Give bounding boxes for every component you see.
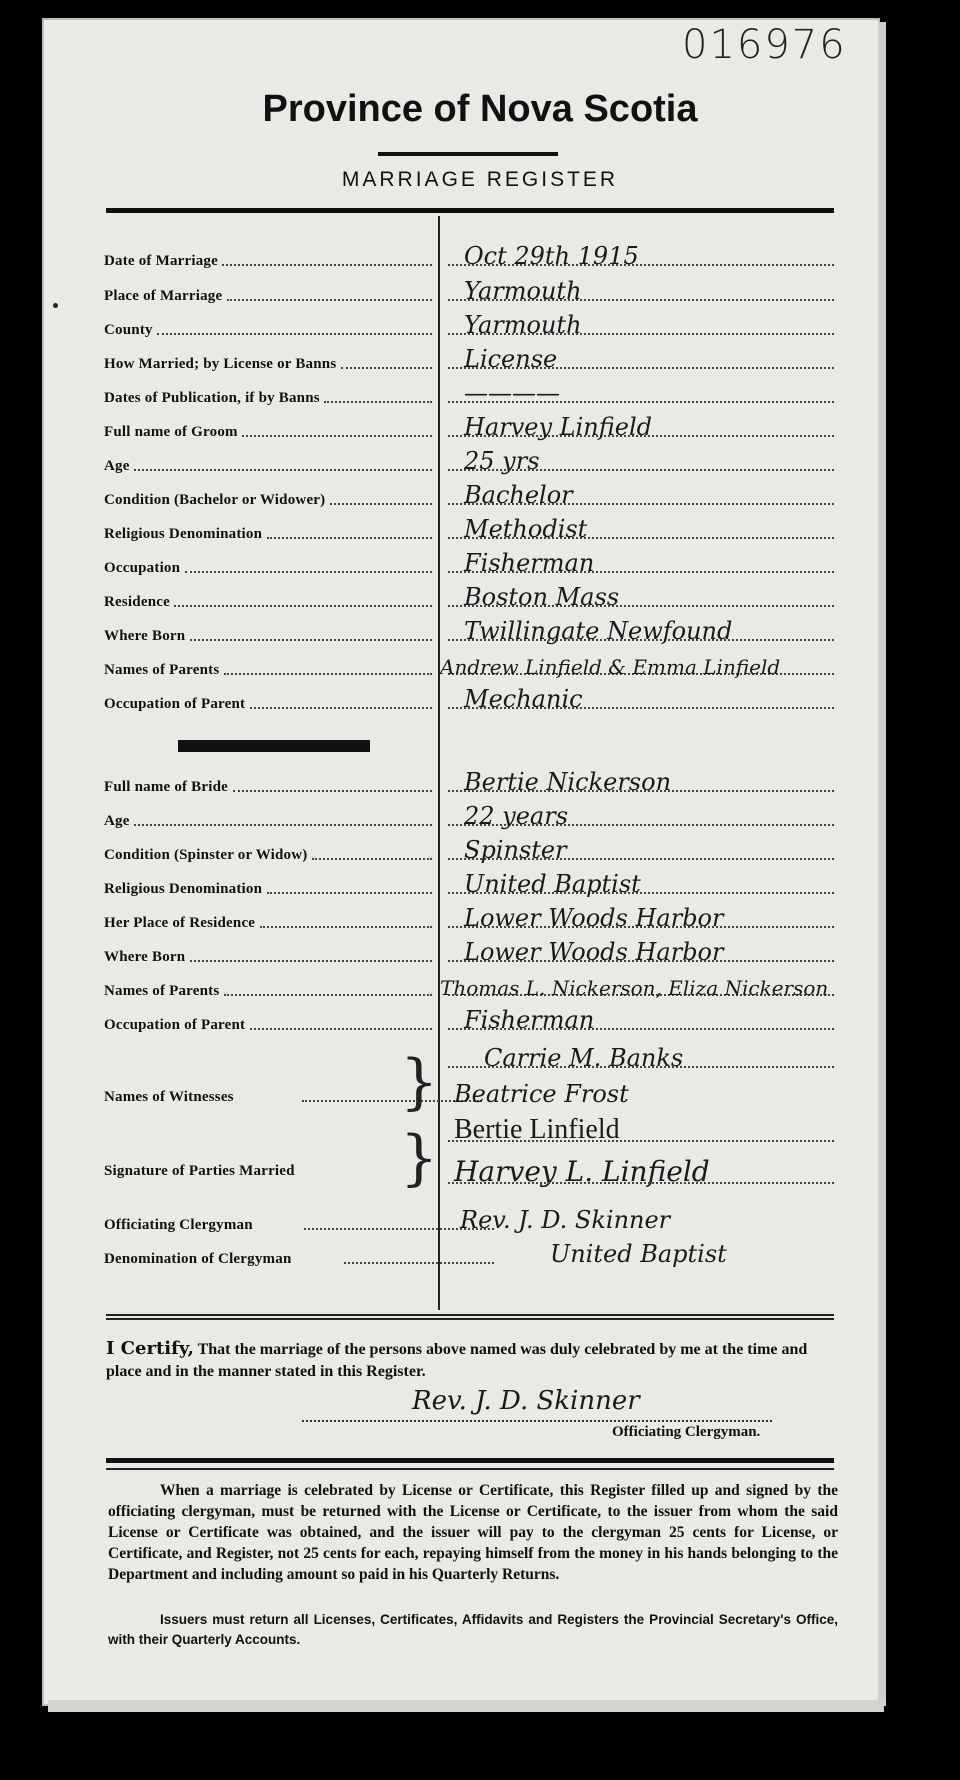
field-value: Twillingate Newfound bbox=[464, 617, 733, 645]
field-value: License bbox=[464, 345, 558, 373]
field-value: Harvey Linfield bbox=[464, 413, 652, 441]
field-row bbox=[104, 447, 834, 477]
field-label: Where Born bbox=[104, 949, 186, 965]
field-value: Beatrice Frost bbox=[454, 1080, 629, 1108]
clergy-signature: Rev. J. D. Skinner bbox=[412, 1386, 640, 1416]
field-row bbox=[104, 938, 834, 968]
page-title: Province of Nova Scotia bbox=[262, 88, 698, 130]
field-label: How Married; by License or Banns bbox=[104, 356, 337, 372]
field-label: County bbox=[104, 322, 153, 338]
clergy-denomination-row bbox=[104, 1240, 834, 1270]
signature-line bbox=[302, 1420, 772, 1422]
leader-dots bbox=[448, 1182, 834, 1184]
field-value: Bertie Linfield bbox=[454, 1114, 620, 1145]
field-label: Condition (Bachelor or Widower) bbox=[104, 492, 326, 508]
field-value: Yarmouth bbox=[464, 311, 582, 339]
field-value: Oct 29th 1915 bbox=[464, 242, 639, 270]
field-label: Occupation of Parent bbox=[104, 696, 246, 712]
field-label: Officiating Clergyman bbox=[104, 1217, 253, 1233]
leader-dots bbox=[250, 1028, 432, 1030]
leader-dots bbox=[242, 435, 432, 437]
field-value: Fisherman bbox=[464, 1006, 595, 1034]
leader-dots bbox=[134, 469, 432, 471]
field-label: Occupation of Parent bbox=[104, 1017, 246, 1033]
field-value: Lower Woods Harbor bbox=[464, 938, 724, 966]
leader-dots bbox=[185, 571, 432, 573]
instructions-footer: Issuers must return all Licenses, Certificates, Affidavits and Registers the Provincial Secretary's Office, with their Quarterly Accounts. bbox=[108, 1612, 838, 1647]
party-2 bbox=[104, 1155, 834, 1190]
leader-dots bbox=[448, 1140, 834, 1142]
field-label: Religious Denomination bbox=[104, 526, 263, 542]
register-number: 016976 bbox=[682, 22, 847, 68]
leader-dots bbox=[190, 639, 432, 641]
leader-dots bbox=[324, 401, 432, 403]
paper-edge bbox=[878, 22, 886, 1706]
field-value: United Baptist bbox=[464, 870, 641, 898]
leader-dots bbox=[222, 264, 432, 266]
field-row bbox=[104, 617, 834, 647]
clergy-row bbox=[104, 1206, 834, 1236]
leader-dots bbox=[312, 858, 432, 860]
field-label: Names of Witnesses bbox=[104, 1089, 234, 1105]
field-row bbox=[104, 972, 834, 1002]
witness-2 bbox=[104, 1080, 834, 1110]
leader-dots bbox=[344, 1262, 494, 1264]
title-rule bbox=[378, 152, 558, 156]
certification bbox=[106, 1338, 836, 1383]
field-value: 25 yrs bbox=[464, 447, 540, 475]
leader-dots bbox=[174, 605, 432, 607]
field-value: Bertie Nickerson bbox=[464, 768, 672, 796]
field-label: Place of Marriage bbox=[104, 288, 223, 304]
field-row bbox=[104, 651, 834, 681]
leader-dots bbox=[157, 333, 432, 335]
field-label: Full name of Bride bbox=[104, 779, 229, 795]
paper-mark bbox=[53, 303, 58, 308]
field-row bbox=[104, 345, 834, 375]
note-rule-thin bbox=[106, 1468, 834, 1470]
leader-dots bbox=[190, 960, 432, 962]
field-row bbox=[104, 515, 834, 545]
party-1 bbox=[104, 1114, 834, 1148]
field-value: Methodist bbox=[464, 515, 588, 543]
field-value: Yarmouth bbox=[464, 277, 582, 305]
field-label: Age bbox=[104, 813, 130, 829]
witness-1 bbox=[104, 1044, 834, 1074]
field-row bbox=[104, 836, 834, 866]
field-label: Names of Parents bbox=[104, 983, 220, 999]
leader-dots bbox=[224, 673, 432, 675]
field-value: Rev. J. D. Skinner bbox=[460, 1206, 671, 1234]
parties-brace: } bbox=[400, 1123, 439, 1193]
field-value: Spinster bbox=[464, 836, 567, 864]
field-row bbox=[104, 413, 834, 443]
field-value: Andrew Linfield & Emma Linfield bbox=[440, 655, 781, 679]
note-rule bbox=[106, 1458, 834, 1463]
field-label: Age bbox=[104, 458, 130, 474]
signature-caption: Officiating Clergyman. bbox=[612, 1424, 761, 1440]
field-label: Condition (Spinster or Widow) bbox=[104, 847, 308, 863]
field-row bbox=[104, 277, 834, 307]
field-value: ———— bbox=[464, 379, 560, 407]
field-row bbox=[104, 311, 834, 341]
field-label: Full name of Groom bbox=[104, 424, 238, 440]
field-label: Dates of Publication, if by Banns bbox=[104, 390, 320, 406]
leader-dots bbox=[227, 299, 432, 301]
field-row bbox=[104, 870, 834, 900]
field-row bbox=[104, 379, 834, 409]
field-row bbox=[104, 1006, 834, 1036]
field-row bbox=[104, 685, 834, 715]
field-value: Harvey L. Linfield bbox=[454, 1155, 710, 1188]
paper-bottom-edge bbox=[48, 1700, 884, 1712]
field-value: Fisherman bbox=[464, 549, 595, 577]
field-label: Residence bbox=[104, 594, 170, 610]
leader-dots bbox=[233, 790, 432, 792]
field-label: Denomination of Clergyman bbox=[104, 1251, 292, 1267]
witnesses-brace: } bbox=[400, 1047, 439, 1117]
field-value: Lower Woods Harbor bbox=[464, 904, 724, 932]
leader-dots bbox=[224, 994, 432, 996]
field-value: Bachelor bbox=[464, 481, 573, 509]
field-row bbox=[104, 481, 834, 511]
field-value: Carrie M. Banks bbox=[484, 1044, 684, 1072]
field-label: Occupation bbox=[104, 560, 181, 576]
certify-rule-top bbox=[106, 1314, 834, 1316]
field-value: Thomas L. Nickerson, Eliza Nickerson bbox=[440, 976, 829, 1000]
leader-dots bbox=[260, 926, 432, 928]
field-value: Boston Mass bbox=[464, 583, 620, 611]
leader-dots bbox=[267, 892, 432, 894]
field-row bbox=[104, 768, 834, 798]
field-label: Where Born bbox=[104, 628, 186, 644]
leader-dots bbox=[267, 537, 432, 539]
page-subtitle: MARRIAGE REGISTER bbox=[341, 168, 619, 191]
field-label: Date of Marriage bbox=[104, 253, 218, 269]
field-row bbox=[104, 802, 834, 832]
instructions-note: When a marriage is celebrated by License or Certificate, this Register filled up and signed by the officiating clergyman, must be returned with the License or Certificate, to the issuer from whom the said License or Certificate was obtained, and the issuer will pay to the clergyman 25 cents for License, or Certificate, and Register, not 25 cents for each, repaying himself from the money in his hands belonging to the Department and including amount so paid in his Quarterly Returns. bbox=[108, 1482, 838, 1583]
field-label: Religious Denomination bbox=[104, 881, 263, 897]
leader-dots bbox=[134, 824, 432, 826]
field-label: Signature of Parties Married bbox=[104, 1163, 295, 1179]
groom-bride-separator bbox=[178, 740, 370, 752]
field-value: 22 years bbox=[464, 802, 569, 830]
leader-dots bbox=[330, 503, 432, 505]
leader-dots bbox=[448, 1066, 834, 1068]
leader-dots bbox=[250, 707, 432, 709]
field-row bbox=[104, 904, 834, 934]
certify-lead: I Certify, bbox=[106, 1338, 194, 1359]
field-value: Mechanic bbox=[464, 685, 583, 713]
top-rule bbox=[106, 208, 834, 213]
field-value: United Baptist bbox=[550, 1240, 727, 1268]
field-row bbox=[104, 242, 834, 272]
field-label: Her Place of Residence bbox=[104, 915, 256, 931]
certify-rule-top-2 bbox=[106, 1318, 834, 1320]
field-row bbox=[104, 583, 834, 613]
leader-dots bbox=[341, 367, 432, 369]
field-row bbox=[104, 549, 834, 579]
field-label: Names of Parents bbox=[104, 662, 220, 678]
certify-text: That the marriage of the persons above named was duly celebrated by me at the time and place and in the manner stated in this Register. bbox=[106, 1341, 808, 1380]
